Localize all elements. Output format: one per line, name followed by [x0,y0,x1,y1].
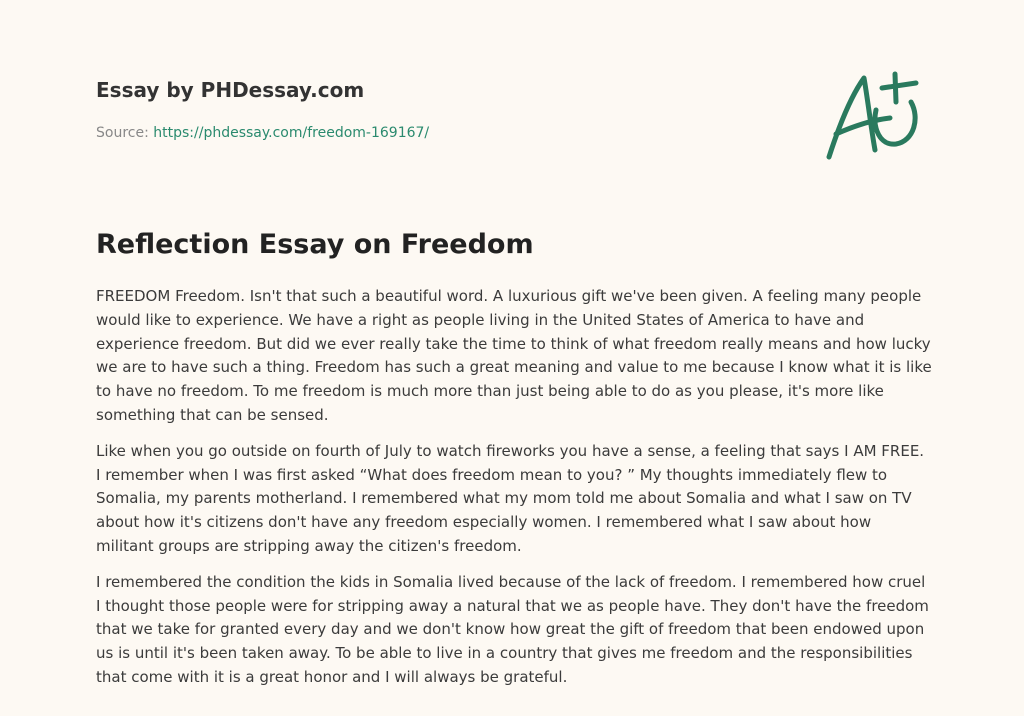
source-line [96,123,429,143]
logo-plus-horizontal [882,83,916,88]
source-link[interactable]: https://phdessay.com/freedom-169167/ [153,125,430,141]
essay-paragraph: Like when you go outside on fourth of July to watch fireworks you have a sense, a feeling that says I AM FREE. I remember when I was first asked “What does freedom mean to you? ” My thoughts immediately flew to Somalia, my parents motherland. I remembered what my mom told me about Somalia and what I saw on TV about how it's citizens don't have any freedom especially women. I remembered what I saw about how militant groups are stripping away the citizen's freedom. [96,441,925,555]
essay-paragraph: I remembered the condition the kids in Somalia lived because of the lack of freedom. I remembered how cruel I thought those people were for stripping away a natural that we as people have. They don't have the freedom that we take for granted every day and we don't know how great the gift of freedom that been endowed upon us is until it's been taken away. To be able to live in a country that gives me freedom and the responsibilities that come with it is a great honor and I will always be grateful. [96,572,929,686]
essay-body [96,285,932,702]
essay-paragraph: FREEDOM Freedom. Isn't that such a beautiful word. A luxurious gift we've been given. A feeling many people would like to experience. We have a right as people living in the United States of America to have and experience freedom. But did we ever really take the time to think of what freedom really means and how lucky we are to have such a thing. Freedom has such a great meaning and value to me because I know what it is like to have no freedom. To me freedom is much more than just being able to do as you please, it's more like something that can be sensed. [96,287,932,424]
logo-letter-a-stroke [829,78,875,157]
essay-title: Reflection Essay on Freedom [96,229,534,260]
source-label: Source: [96,125,149,141]
site-title: Essay by PHDessay.com [96,78,365,102]
a-plus-logo-icon [820,66,930,166]
logo-plus-swash [875,102,915,144]
